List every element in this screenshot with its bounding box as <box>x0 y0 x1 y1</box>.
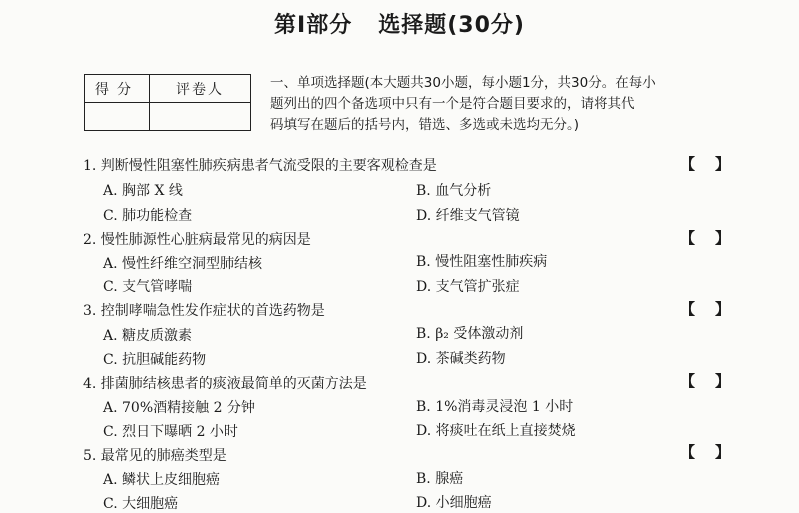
option-a: A. 糖皮质激素 <box>103 328 193 344</box>
option-c: C. 大细胞癌 <box>103 496 179 512</box>
option-d: D. 支气管扩张症 <box>416 279 520 295</box>
score-table <box>84 74 251 131</box>
option-b: B. 血气分析 <box>416 183 492 199</box>
question-stem: 4. 排菌肺结核患者的痰液最简单的灭菌方法是 <box>83 376 367 392</box>
instruction-line: 题列出的四个备选项中只有一个是符合题目要求的，请将其代 <box>270 96 635 112</box>
bracket-open: 【 <box>680 372 696 390</box>
bracket-close: 】 <box>714 372 730 390</box>
question-stem: 3. 控制哮喘急性发作症状的首选药物是 <box>83 303 325 319</box>
bracket-close: 】 <box>714 300 730 318</box>
option-d: D. 小细胞癌 <box>416 495 492 511</box>
grader-header: 评卷人 <box>150 75 251 103</box>
instruction-line: 码填写在题后的括号内，错选、多选或未选均无分。) <box>270 117 580 133</box>
option-b: B. β₂ 受体激动剂 <box>416 326 524 342</box>
option-a: A. 慢性纤维空洞型肺结核 <box>103 256 263 272</box>
bracket-open: 【 <box>680 229 696 247</box>
answer-bracket[interactable] <box>680 370 730 391</box>
section-title <box>0 8 799 39</box>
answer-bracket[interactable] <box>680 227 730 248</box>
option-b: B. 腺癌 <box>416 471 464 487</box>
answer-bracket[interactable] <box>680 298 730 319</box>
bracket-close: 】 <box>714 155 730 173</box>
question-stem: 2. 慢性肺源性心脏病最常见的病因是 <box>83 232 311 248</box>
grader-cell[interactable] <box>150 103 251 131</box>
instruction-line: 一、单项选择题(本大题共30小题，每小题1分，共30分。在每小 <box>270 75 656 91</box>
option-c: C. 支气管哮喘 <box>103 279 193 295</box>
score-cell[interactable] <box>85 103 150 131</box>
question-stem: 5. 最常见的肺癌类型是 <box>83 448 227 464</box>
option-b: B. 慢性阻塞性肺疾病 <box>416 254 548 270</box>
option-a: A. 鳞状上皮细胞癌 <box>103 472 221 488</box>
section-name: 选择题(30分) <box>378 13 525 38</box>
bracket-open: 【 <box>680 155 696 173</box>
option-a: A. 胸部 X 线 <box>103 183 183 199</box>
option-c: C. 肺功能检查 <box>103 208 193 224</box>
bracket-close: 】 <box>714 443 730 461</box>
option-b: B. 1%消毒灵浸泡 1 小时 <box>416 399 574 415</box>
score-header: 得分 <box>85 75 150 103</box>
answer-bracket[interactable] <box>680 153 730 174</box>
instructions <box>270 73 780 136</box>
option-c: C. 抗胆碱能药物 <box>103 352 207 368</box>
option-d: D. 茶碱类药物 <box>416 351 506 367</box>
bracket-open: 【 <box>680 300 696 318</box>
bracket-close: 】 <box>714 229 730 247</box>
bracket-open: 【 <box>680 443 696 461</box>
question-stem: 1. 判断慢性阻塞性肺疾病患者气流受限的主要客观检查是 <box>83 158 437 174</box>
section-part: 第Ⅰ部分 <box>274 13 353 38</box>
option-a: A. 70%酒精接触 2 分钟 <box>103 400 255 416</box>
option-d: D. 纤维支气管镜 <box>416 208 520 224</box>
option-d: D. 将痰吐在纸上直接焚烧 <box>416 423 576 439</box>
answer-bracket[interactable] <box>680 441 730 462</box>
option-c: C. 烈日下曝晒 2 小时 <box>103 424 238 440</box>
